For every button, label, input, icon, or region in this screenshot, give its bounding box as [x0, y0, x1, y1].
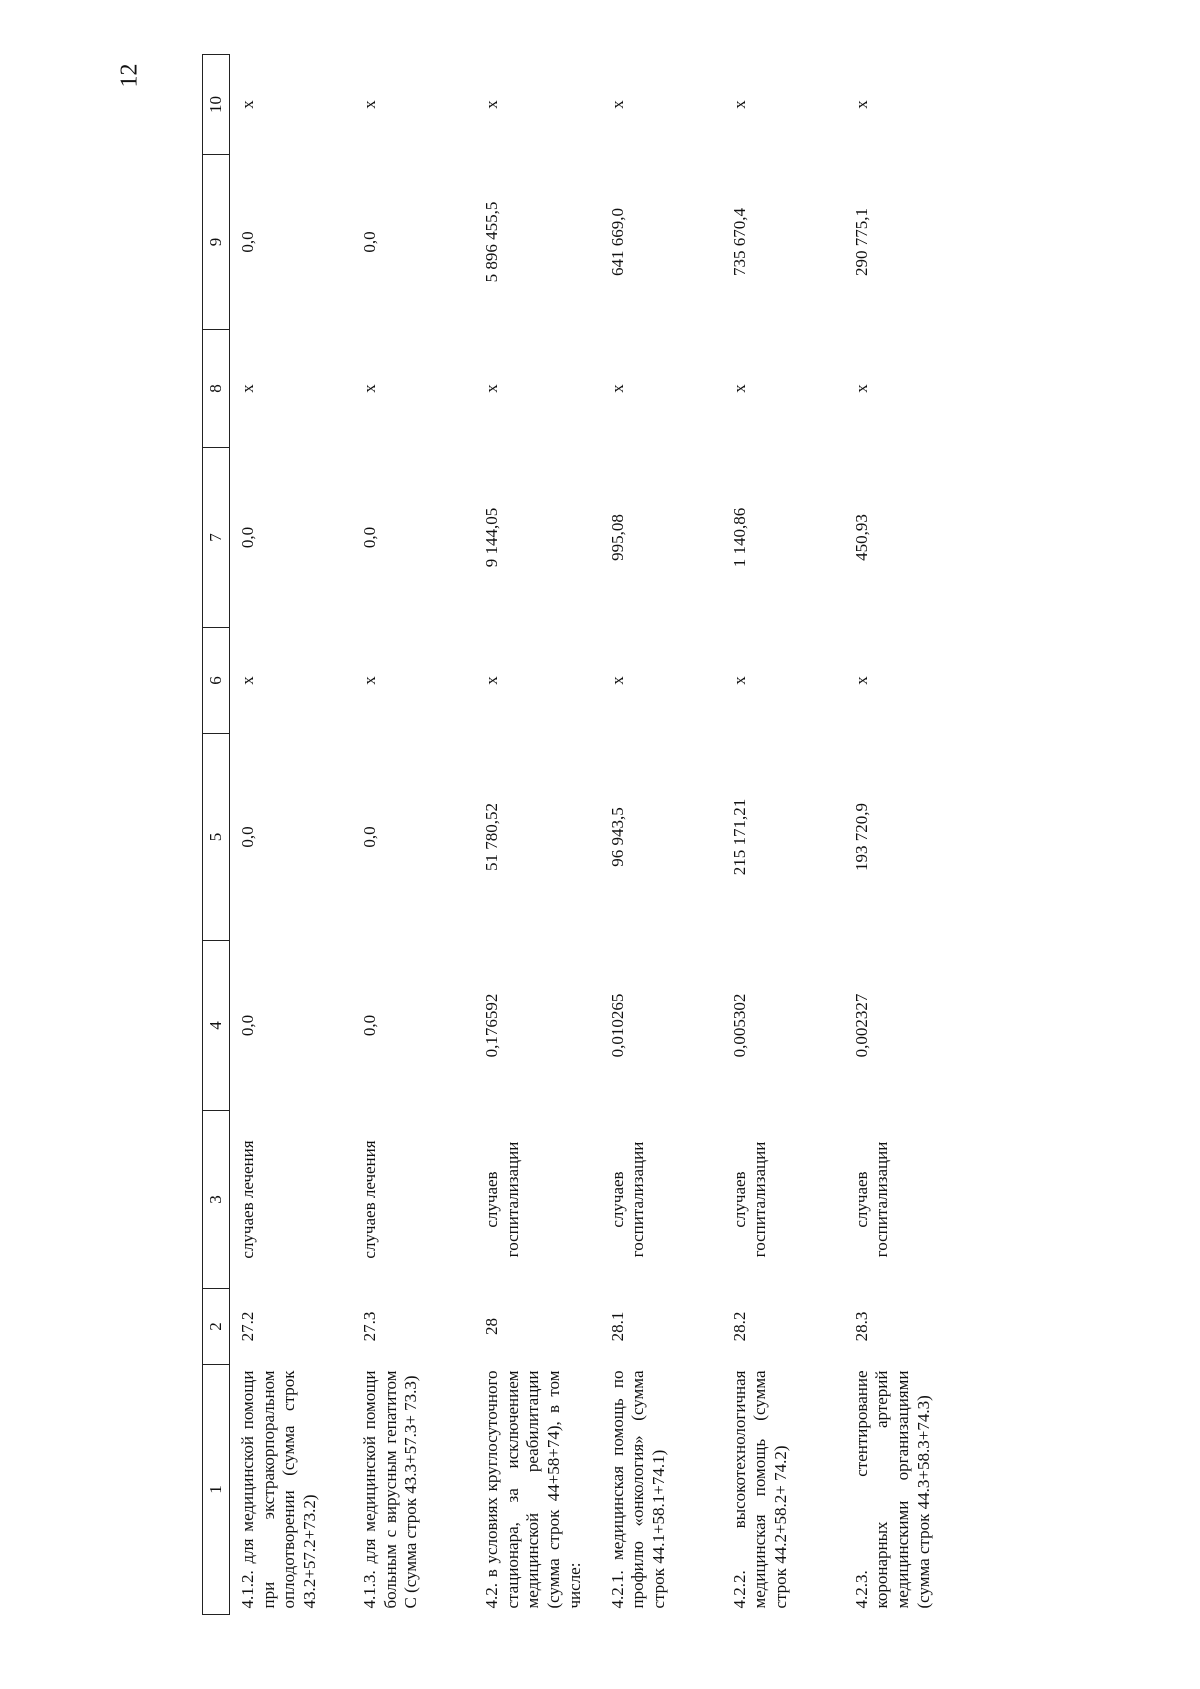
table-row: [844, 55, 966, 1615]
column-header: 3: [203, 1111, 230, 1289]
cell-col10: х: [729, 100, 749, 109]
cell-col6: х: [360, 676, 379, 685]
row-description: 4.2.1. медицинская помощь по профилю «онкология» (сумма строк 44.1+58.1+74.1): [607, 1370, 669, 1609]
cell-col6: х: [851, 676, 871, 685]
cell-col6: х: [607, 676, 627, 685]
cell-col9: 5 896 455,5: [482, 201, 501, 283]
cell-col4: 0,176592: [482, 993, 501, 1058]
cell-col5: 96 943,5: [607, 807, 627, 867]
cell-col6: х: [729, 676, 749, 685]
cell-col8: х: [482, 384, 501, 393]
table-row: [474, 55, 600, 1615]
cell-col7: 450,93: [851, 514, 871, 561]
row-description: 4.2.2. высокотехнологичная медицинская помощь (сумма строк 44.2+58.2+ 74.2): [729, 1370, 791, 1609]
row-unit: случаев госпитализации: [482, 1141, 522, 1258]
cell-col9: 735 670,4: [729, 208, 749, 276]
column-header: 5: [203, 734, 230, 941]
row-code: 28.1: [607, 1311, 627, 1342]
column-header: 1: [203, 1365, 230, 1615]
cell-col10: х: [482, 100, 501, 109]
cell-col5: 0,0: [360, 826, 379, 848]
row-unit: случаев госпитализации: [729, 1141, 770, 1258]
cell-col5: 51 780,52: [482, 803, 501, 871]
column-header: 4: [203, 941, 230, 1111]
cell-col7: 9 144,05: [482, 507, 501, 568]
cell-col10: х: [851, 100, 871, 109]
page-number: 12: [116, 63, 143, 88]
cell-col5: 0,0: [238, 826, 257, 848]
cell-col4: 0,002327: [851, 993, 871, 1058]
cell-col10: х: [238, 100, 257, 109]
row-code: 28: [482, 1318, 501, 1335]
table-row: [600, 55, 722, 1615]
cell-col8: х: [607, 384, 627, 393]
row-unit: случаев госпитализации: [851, 1141, 892, 1258]
data-table: [202, 54, 966, 1615]
row-code: 28.2: [729, 1311, 749, 1342]
cell-col7: 995,08: [607, 514, 627, 561]
cell-col4: 0,010265: [607, 993, 627, 1058]
cell-col7: 0,0: [360, 526, 379, 549]
cell-col9: 0,0: [360, 231, 379, 253]
cell-col4: 0,0: [360, 1014, 379, 1037]
cell-col6: х: [482, 676, 501, 685]
row-unit: случаев лечения: [360, 1140, 379, 1259]
row-unit: случаев лечения: [238, 1140, 257, 1259]
cell-col7: 1 140,86: [729, 507, 749, 568]
column-header: 7: [203, 448, 230, 628]
rotated-table-container: [202, 55, 1052, 1615]
cell-col8: х: [238, 384, 257, 393]
row-code: 28.3: [851, 1311, 871, 1342]
cell-col9: 641 669,0: [607, 208, 627, 276]
cell-col4: 0,005302: [729, 993, 749, 1058]
column-header: 8: [203, 330, 230, 448]
column-header: 6: [203, 628, 230, 734]
row-description: 4.2. в условиях круглосуточного стационара, за исключением медицинской реабилитации (сумма строк 44+58+74), в том числе:: [482, 1370, 584, 1609]
cell-col5: 215 171,21: [729, 798, 749, 876]
column-header: 10: [203, 55, 230, 155]
column-header: 2: [203, 1289, 230, 1365]
cell-col9: 0,0: [238, 231, 257, 253]
table-row: [352, 55, 474, 1615]
row-description: 4.1.2. для медицинской помощи при экстракорпоральном оплодотворении (сумма строк 43.2+57.2+73.2): [238, 1370, 320, 1609]
table-row: [722, 55, 844, 1615]
cell-col8: х: [360, 384, 379, 393]
cell-col5: 193 720,9: [851, 803, 871, 871]
row-code: 27.3: [360, 1311, 379, 1342]
cell-col4: 0,0: [238, 1014, 257, 1037]
cell-col7: 0,0: [238, 526, 257, 549]
cell-col9: 290 775,1: [851, 208, 871, 276]
row-unit: случаев госпитализации: [607, 1141, 648, 1258]
row-code: 27.2: [238, 1311, 257, 1342]
table-row: [230, 55, 353, 1615]
column-header: 9: [203, 155, 230, 330]
cell-col8: х: [729, 384, 749, 393]
row-description: 4.2.3. стентирование коронарных артерий медицинскими организациями (сумма строк 44.3+58.3+74.3): [851, 1370, 933, 1609]
cell-col6: х: [238, 676, 257, 685]
cell-col8: х: [851, 384, 871, 393]
row-description: 4.1.3. для медицинской помощи больным с вирусным гепатитом С (сумма строк 43.3+57.3+ 73.3): [360, 1370, 421, 1609]
header-row: [203, 55, 230, 1615]
cell-col10: х: [360, 100, 379, 109]
cell-col10: х: [607, 100, 627, 109]
